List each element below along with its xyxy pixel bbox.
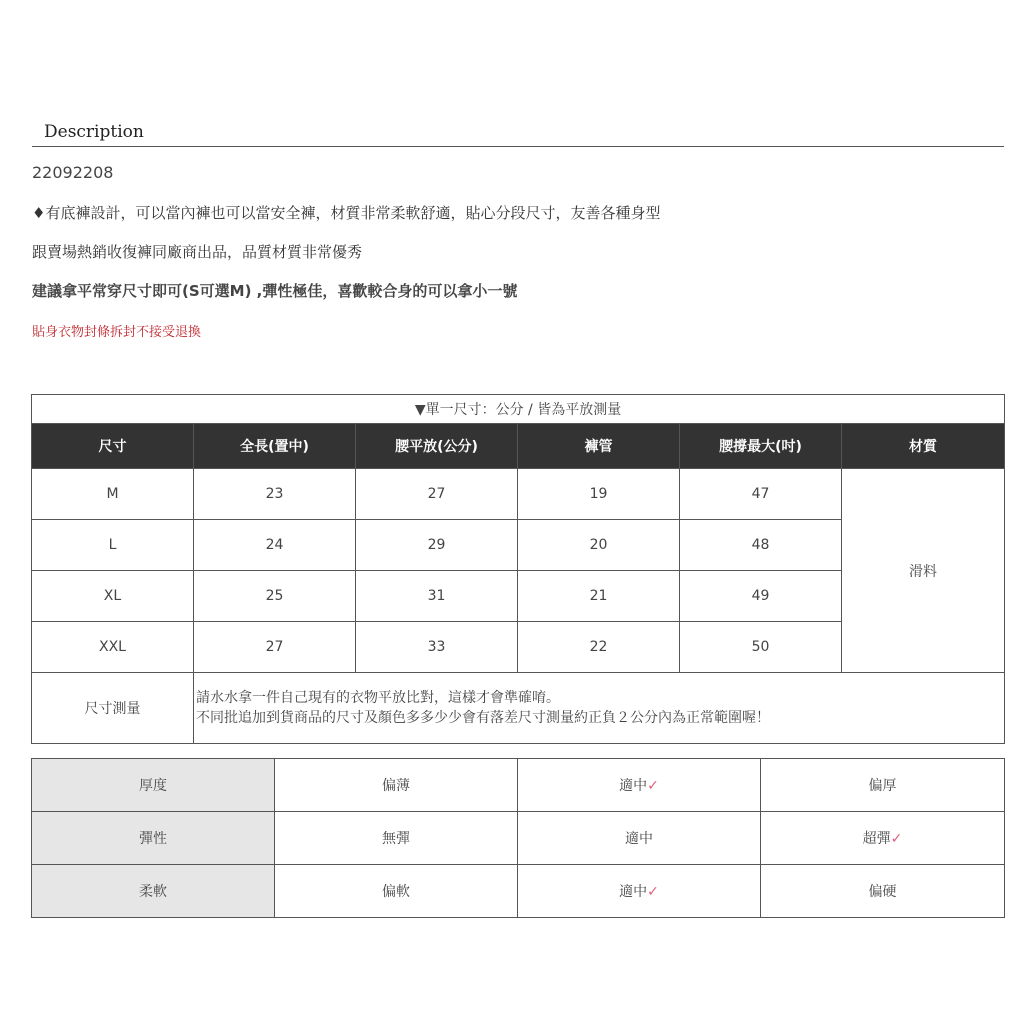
softness-option-soft: 偏軟	[275, 865, 518, 918]
size-cell: XL	[32, 571, 194, 622]
table-row	[32, 812, 1005, 865]
waist-max-cell: 47	[680, 469, 842, 520]
waist-max-cell: 48	[680, 520, 842, 571]
length-cell: 24	[194, 520, 356, 571]
description-line-2: 跟賣場熱銷收復褲同廠商出品，品質材質非常優秀	[32, 243, 363, 261]
waist-cell: 31	[356, 571, 518, 622]
thickness-option-thin: 偏薄	[275, 759, 518, 812]
waist-max-cell: 49	[680, 571, 842, 622]
check-icon: ✓	[647, 884, 659, 900]
header-waist: 腰平放(公分)	[356, 424, 518, 469]
header-length: 全長(置中)	[194, 424, 356, 469]
leg-cell: 20	[518, 520, 680, 571]
thickness-label: 厚度	[32, 759, 275, 812]
size-chart-table	[31, 394, 1005, 744]
elasticity-option-medium: 適中	[518, 812, 761, 865]
header-leg: 褲管	[518, 424, 680, 469]
table-row	[32, 759, 1005, 812]
size-chart-caption: ▼單一尺寸：公分 / 皆為平放測量	[32, 395, 1005, 424]
softness-label: 柔軟	[32, 865, 275, 918]
header-material: 材質	[842, 424, 1005, 469]
thickness-option-medium: 適中✓	[518, 759, 761, 812]
fabric-feel-table	[31, 758, 1005, 918]
size-cell: M	[32, 469, 194, 520]
header-waist-max: 腰撐最大(吋)	[680, 424, 842, 469]
elasticity-label: 彈性	[32, 812, 275, 865]
description-heading: Description	[44, 122, 144, 142]
header-size: 尺寸	[32, 424, 194, 469]
measurement-note-label: 尺寸測量	[32, 673, 194, 744]
softness-option-hard: 偏硬	[761, 865, 1005, 918]
table-row	[32, 865, 1005, 918]
size-cell: L	[32, 520, 194, 571]
waist-cell: 27	[356, 469, 518, 520]
elasticity-option-none: 無彈	[275, 812, 518, 865]
check-icon: ✓	[890, 831, 903, 847]
waist-cell: 29	[356, 520, 518, 571]
length-cell: 23	[194, 469, 356, 520]
measurement-note-line-1: 請水水拿一件自己現有的衣物平放比對，這樣才會準確唷。	[196, 690, 560, 706]
material-cell: 滑料	[842, 469, 1005, 673]
thickness-option-thick: 偏厚	[761, 759, 1005, 812]
leg-cell: 22	[518, 622, 680, 673]
measurement-note	[194, 673, 1005, 744]
check-icon: ✓	[647, 778, 659, 794]
description-divider	[32, 146, 1004, 147]
elasticity-option-super: 超彈✓	[761, 812, 1005, 865]
size-cell: XXL	[32, 622, 194, 673]
waist-cell: 33	[356, 622, 518, 673]
description-line-1: ♦有底褲設計，可以當內褲也可以當安全褲，材質非常柔軟舒適，貼心分段尺寸，友善各種身型	[32, 204, 661, 222]
measurement-note-line-2: 不同批追加到貨商品的尺寸及顏色多多少少會有落差尺寸測量約正負２公分內為正常範圍喔！	[196, 710, 770, 726]
length-cell: 27	[194, 622, 356, 673]
leg-cell: 21	[518, 571, 680, 622]
length-cell: 25	[194, 571, 356, 622]
return-policy-warning: 貼身衣物封條拆封不接受退換	[32, 325, 202, 340]
softness-option-medium: 適中✓	[518, 865, 761, 918]
waist-max-cell: 50	[680, 622, 842, 673]
table-row	[32, 469, 1005, 520]
product-code: 22092208	[32, 163, 114, 182]
description-line-3: 建議拿平常穿尺寸即可(S可選M) ,彈性極佳，喜歡較合身的可以拿小一號	[32, 282, 518, 300]
leg-cell: 19	[518, 469, 680, 520]
